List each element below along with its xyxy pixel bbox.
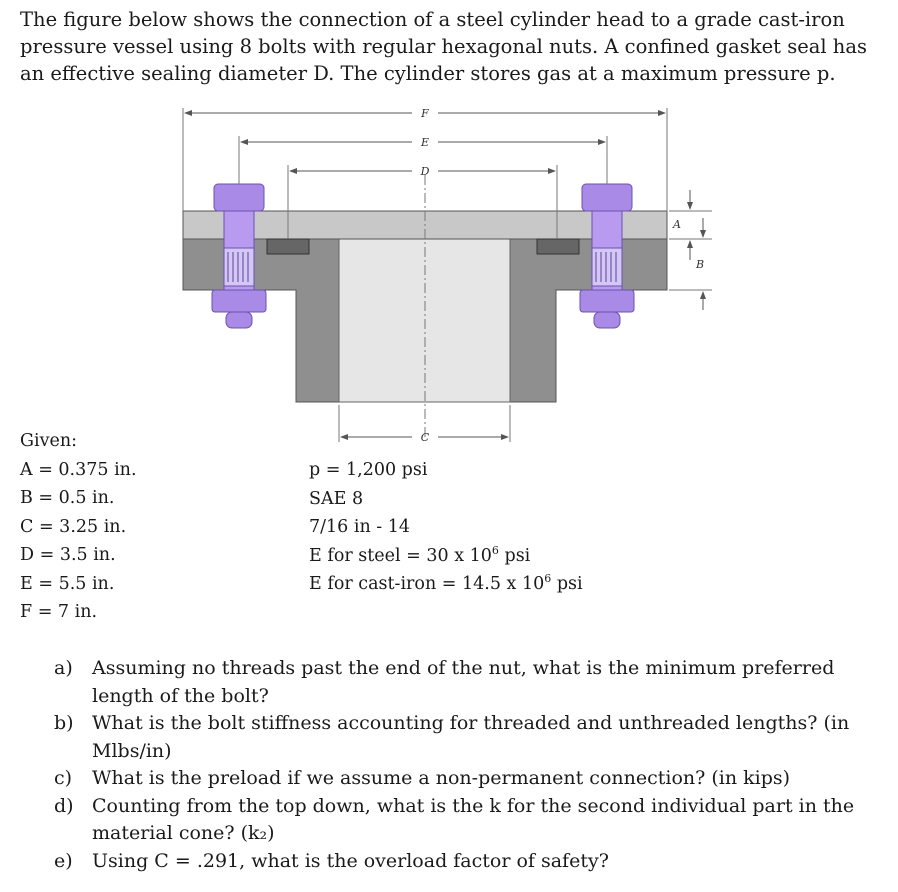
given-steel-modulus: E for steel = 30 x $10^6$ psi — [309, 543, 531, 566]
given-F: F = 7 in. — [20, 602, 98, 622]
question-d: d) Counting from the top down, what is the k for the second individual part in the material cone? (k₂) — [54, 794, 855, 844]
given-properties — [309, 456, 583, 599]
label-D: D — [420, 165, 430, 178]
given-C: C = 3.25 in. — [20, 516, 127, 537]
given-grade: SAE 8 — [309, 488, 364, 509]
label-C: C — [420, 431, 430, 444]
given-iron-modulus: E for cast-iron = 14.5 x $10^6$ psi — [309, 572, 583, 594]
label-E: E — [420, 136, 430, 149]
question-b: b) What is the bolt stiffness accounting for threaded and unthreaded lengths? (in Mlbs/in) — [54, 712, 850, 762]
given-A: A = 0.375 in. — [20, 459, 137, 480]
label-B: B — [695, 258, 705, 271]
question-a: a) Assuming no threads past the end of the nut, what is the minimum preferred length of the bolt? — [54, 657, 835, 707]
given-B: B = 0.5 in. — [20, 488, 115, 508]
intro-text: The figure below shows the connection of a steel cylinder head to a grade cast-iron pressure vessel using 8 bolts with regular hexagonal nuts. A confined gasket seal has an effective sealing diameter D. The cylinder stores gas at a maximum pressure p. — [20, 8, 867, 85]
given-E: E = 5.5 in. — [20, 573, 115, 594]
question-e: e) Using C = .291, what is the overload factor of safety? — [54, 849, 609, 872]
question-c: c) What is the preload if we assume a non-permanent connection? (in kips) — [54, 767, 791, 789]
label-A: A — [673, 218, 681, 231]
question-list — [54, 655, 884, 875]
given-list — [20, 427, 137, 627]
label-F: F — [421, 107, 429, 120]
gasket-right — [537, 239, 579, 254]
given-D: D = 3.5 in. — [20, 545, 116, 565]
given-pressure: p = 1,200 psi — [309, 460, 428, 480]
given-heading: Given: — [20, 431, 77, 451]
gasket-left — [267, 239, 309, 254]
given-thread: 7/16 in - 14 — [309, 517, 411, 537]
